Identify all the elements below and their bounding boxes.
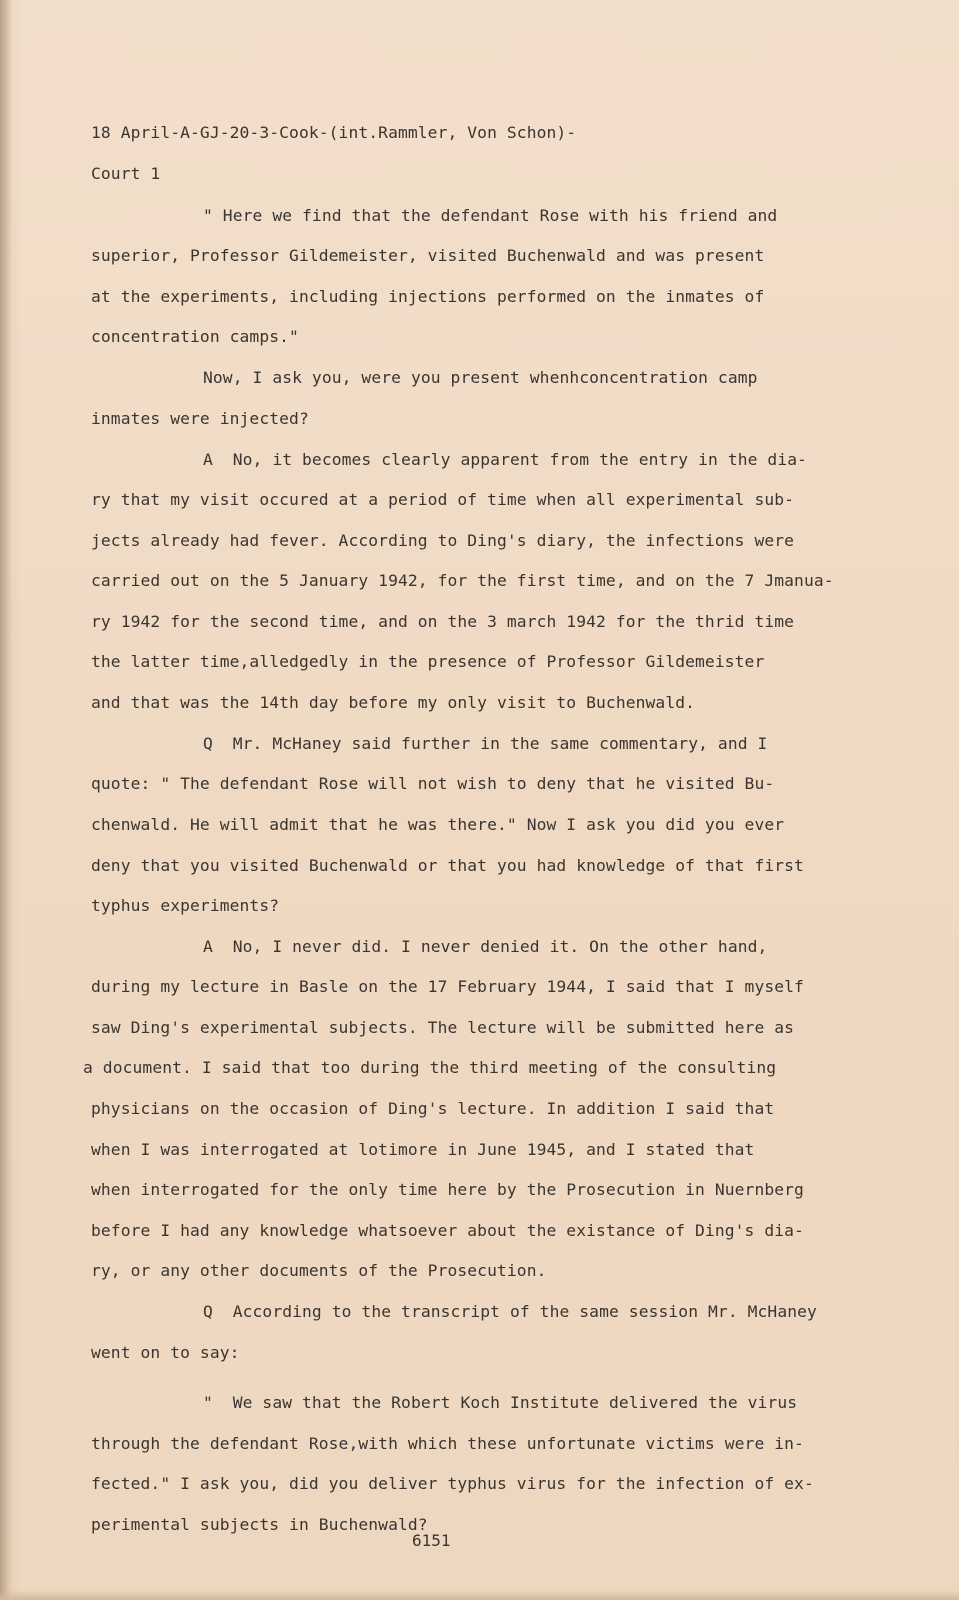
body-line: went on to say: [91,1343,240,1362]
body-line: A No, it becomes clearly apparent from the entry in the dia- [203,450,808,469]
header-reference-line: 18 April-A-GJ-20-3-Cook-(int.Rammler, Von Schon)- [91,123,577,142]
body-line: " Here we find that the defendant Rose with his friend and [203,206,778,225]
body-line: quote: " The defendant Rose will not wish to deny that he visited Bu- [91,774,775,793]
body-line: saw Ding's experimental subjects. The lecture will be submitted here as [91,1018,795,1037]
body-line: ry 1942 for the second time, and on the 3 march 1942 for the thrid time [91,612,795,631]
body-line: concentration camps." [91,327,299,346]
body-line: physicians on the occasion of Ding's lecture. In addition I said that [91,1099,775,1118]
body-line: ry, or any other documents of the Prosecution. [91,1261,547,1280]
body-line: and that was the 14th day before my only visit to Buchenwald. [91,693,696,712]
body-line: perimental subjects in Buchenwald? [91,1515,428,1534]
body-line: Q According to the transcript of the same session Mr. McHaney [203,1302,817,1321]
body-line: jects already had fever. According to Ding's diary, the infections were [91,531,795,550]
page-bottom-edge [0,1590,959,1600]
body-line: when I was interrogated at lotimore in June 1945, and I stated that [91,1140,755,1159]
torn-left-edge [0,0,12,1600]
body-line: deny that you visited Buchenwald or that you had knowledge of that first [91,856,804,875]
body-line: fected." I ask you, did you deliver typhus virus for the infection of ex- [91,1474,814,1493]
body-line: a document. I said that too during the third meeting of the consulting [83,1058,777,1077]
body-line: Q Mr. McHaney said further in the same commentary, and I [203,734,768,753]
body-line: carried out on the 5 January 1942, for the first time, and on the 7 Jmanua- [91,571,834,590]
body-line: superior, Professor Gildemeister, visited Buchenwald and was present [91,246,765,265]
body-line: at the experiments, including injections performed on the inmates of [91,287,765,306]
page-number: 6151 [412,1531,451,1550]
body-line: Now, I ask you, were you present whenhconcentration camp [203,368,758,387]
body-line: A No, I never did. I never denied it. On the other hand, [203,937,768,956]
body-line: before I had any knowledge whatsoever about the existance of Ding's dia- [91,1221,804,1240]
body-line: when interrogated for the only time here by the Prosecution in Nuernberg [91,1180,804,1199]
body-line: chenwald. He will admit that he was there." Now I ask you did you ever [91,815,785,834]
body-line: inmates were injected? [91,409,309,428]
body-line: typhus experiments? [91,896,280,915]
header-court-line: Court 1 [91,164,161,183]
body-line: through the defendant Rose,with which these unfortunate victims were in- [91,1434,804,1453]
body-line: " We saw that the Robert Koch Institute delivered the virus [203,1393,798,1412]
body-line: during my lecture in Basle on the 17 February 1944, I said that I myself [91,977,804,996]
body-line: ry that my visit occured at a period of time when all experimental sub- [91,490,795,509]
body-line: the latter time,alledgedly in the presence of Professor Gildemeister [91,652,765,671]
